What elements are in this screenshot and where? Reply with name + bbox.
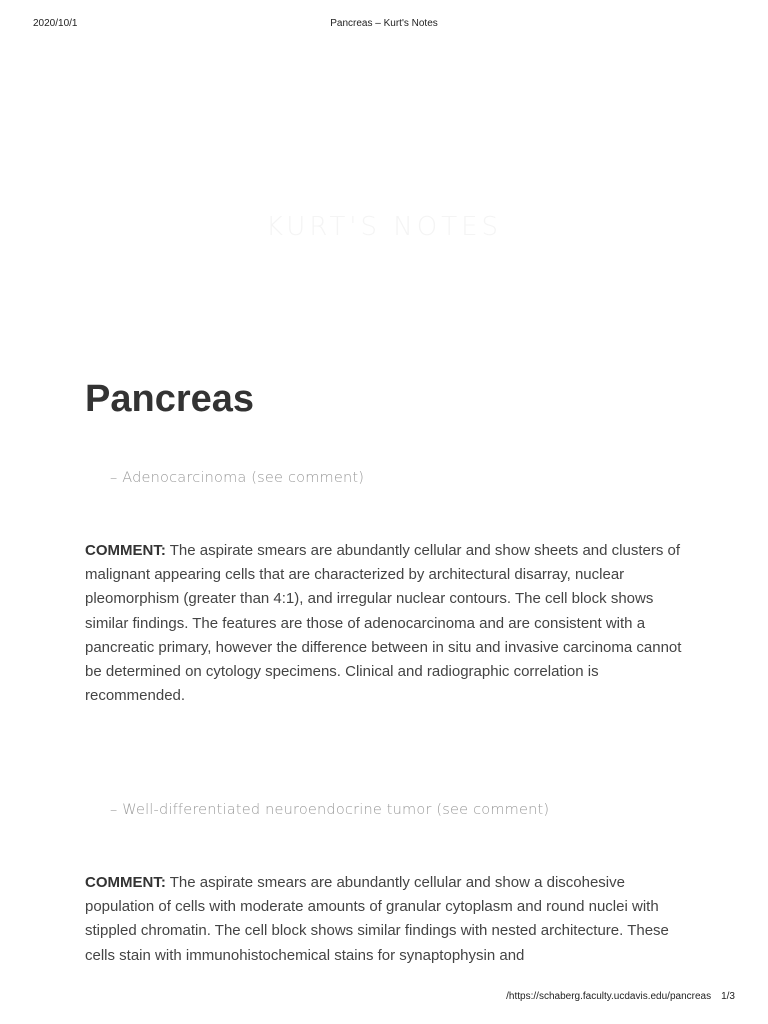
diagnosis-adenocarcinoma: – Adenocarcinoma (see comment) <box>110 470 365 486</box>
comment-text: The aspirate smears are abundantly cellular and show sheets and clusters of malignant appearing cells that are characterized by architectural disarray, nuclear pleomorphism (greater than 4:1), and irregular nuclear contours. The cell block shows similar findings. The features are those of adenocarcinoma and are consistent with a pancreatic primary, however the difference between in situ and invasive carcinoma cannot be determined on cytology specimens. Clinical and radiographic correlation is recommended. <box>85 542 682 705</box>
print-header <box>0 18 768 32</box>
print-page-number: 1/3 <box>721 991 735 1002</box>
page-title: Pancreas <box>85 378 255 420</box>
diagnosis-neuroendocrine-tumor: – Well-differentiated neuroendocrine tumor (see comment) <box>110 802 550 818</box>
site-title-link[interactable]: KURT'S NOTES <box>265 212 503 242</box>
comment-paragraph-adenocarcinoma <box>85 539 695 708</box>
comment-label: COMMENT: <box>85 874 166 891</box>
comment-text: The aspirate smears are abundantly cellular and show a discohesive population of cells with moderate amounts of granular cytoplasm and round nuclei with stippled chromatin. The cell block shows similar findings with nested architecture. These cells stain with immunohistochemical stains for synaptophysin and <box>85 874 669 964</box>
print-url: /https://schaberg.faculty.ucdavis.edu/pancreas <box>506 991 712 1002</box>
print-date: 2020/10/1 <box>33 18 78 29</box>
comment-paragraph-neuroendocrine <box>85 871 695 967</box>
print-footer <box>506 991 735 1002</box>
print-page-title: Pancreas – Kurt's Notes <box>330 18 438 29</box>
comment-label: COMMENT: <box>85 542 166 559</box>
